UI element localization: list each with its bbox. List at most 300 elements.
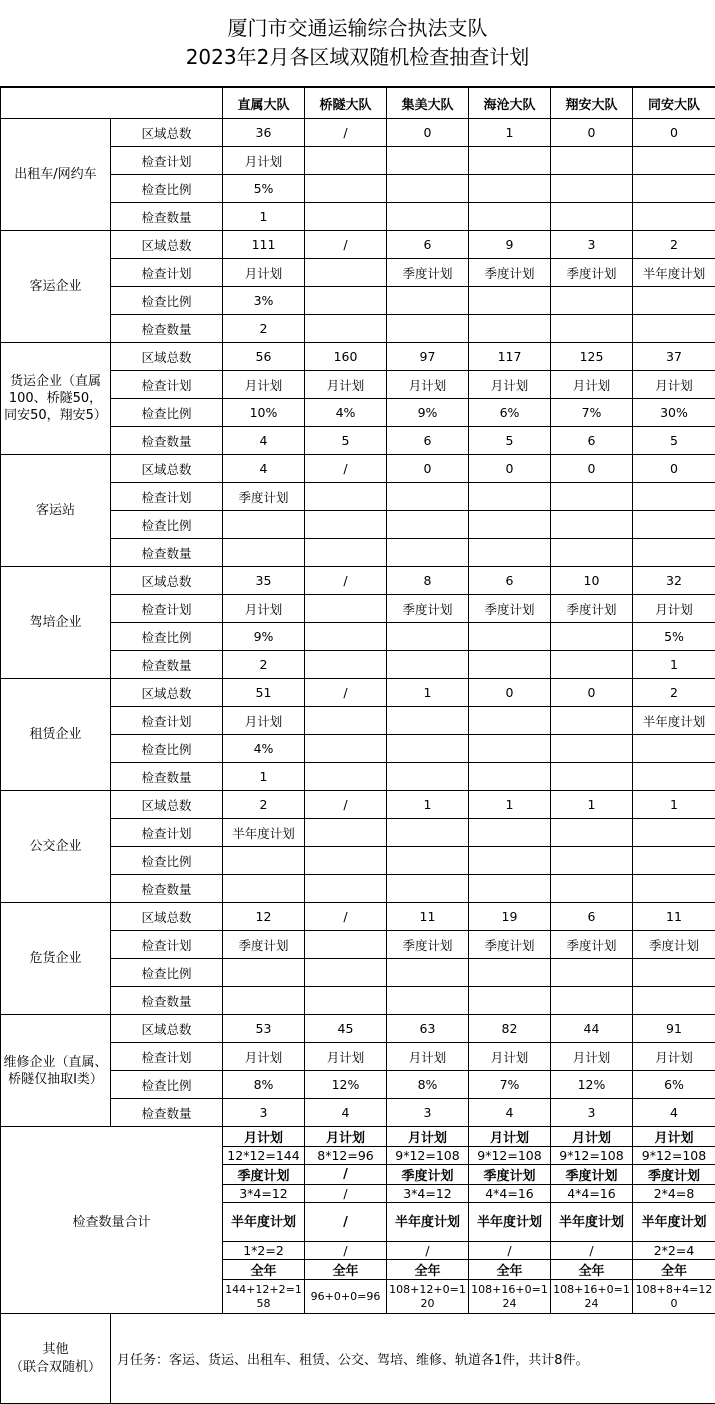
data-cell: 3: [551, 1099, 633, 1127]
data-cell: 6%: [633, 1071, 715, 1099]
data-cell: 1: [551, 791, 633, 819]
data-cell: /: [305, 119, 387, 147]
row-label: 检查比例: [111, 847, 223, 875]
data-cell: 1: [633, 651, 715, 679]
table-row: [1, 567, 715, 595]
totals-cell: 8*12=96: [305, 1147, 387, 1165]
data-cell: [305, 259, 387, 287]
table-row: [1, 231, 715, 259]
row-label: 区域总数: [111, 679, 223, 707]
data-cell: [633, 987, 715, 1015]
data-cell: 月计划: [223, 259, 305, 287]
data-cell: [469, 287, 551, 315]
totals-cell: 全年: [551, 1260, 633, 1280]
data-cell: [387, 511, 469, 539]
row-label: 检查计划: [111, 147, 223, 175]
category-label: 维修企业（直属、桥隧仅抽取I类）: [1, 1015, 111, 1127]
data-cell: [551, 147, 633, 175]
data-cell: 5: [469, 427, 551, 455]
data-cell: [469, 651, 551, 679]
column-header: 海沧大队: [469, 88, 551, 119]
table-row: [1, 903, 715, 931]
totals-cell: 1*2=2: [223, 1242, 305, 1260]
totals-cell: 季度计划: [469, 1165, 551, 1185]
data-cell: [551, 315, 633, 343]
data-cell: 91: [633, 1015, 715, 1043]
table-row: [1, 1015, 715, 1043]
data-cell: [551, 483, 633, 511]
data-cell: [305, 847, 387, 875]
data-cell: [387, 203, 469, 231]
row-label: 检查比例: [111, 175, 223, 203]
data-cell: [469, 707, 551, 735]
data-cell: 12: [223, 903, 305, 931]
data-cell: [633, 847, 715, 875]
totals-cell: 全年: [469, 1260, 551, 1280]
row-label: 检查数量: [111, 539, 223, 567]
data-cell: [469, 735, 551, 763]
data-cell: [633, 511, 715, 539]
data-cell: [469, 511, 551, 539]
totals-cell: 3*4=12: [223, 1185, 305, 1203]
data-cell: [551, 875, 633, 903]
data-cell: 32: [633, 567, 715, 595]
data-cell: 月计划: [469, 1043, 551, 1071]
data-cell: 0: [551, 679, 633, 707]
data-cell: 1: [633, 791, 715, 819]
data-cell: 8: [387, 567, 469, 595]
data-cell: 0: [551, 455, 633, 483]
data-cell: [551, 959, 633, 987]
data-cell: [223, 987, 305, 1015]
data-cell: [469, 623, 551, 651]
data-cell: 3: [223, 1099, 305, 1127]
data-cell: 9%: [387, 399, 469, 427]
data-cell: [305, 931, 387, 959]
data-cell: [633, 175, 715, 203]
data-cell: 5%: [633, 623, 715, 651]
data-cell: 季度计划: [551, 595, 633, 623]
data-cell: 月计划: [387, 371, 469, 399]
data-cell: [469, 763, 551, 791]
data-cell: 56: [223, 343, 305, 371]
data-cell: 19: [469, 903, 551, 931]
totals-cell: /: [551, 1242, 633, 1260]
data-cell: 5: [633, 427, 715, 455]
data-cell: 0: [633, 455, 715, 483]
data-cell: [633, 483, 715, 511]
data-cell: 6: [551, 903, 633, 931]
table-row: [1, 679, 715, 707]
totals-cell: 12*12=144: [223, 1147, 305, 1165]
other-label: [1, 1314, 111, 1404]
data-cell: [633, 819, 715, 847]
data-cell: /: [305, 455, 387, 483]
data-cell: [387, 987, 469, 1015]
data-cell: /: [305, 567, 387, 595]
totals-cell: 4*4=16: [551, 1185, 633, 1203]
data-cell: 11: [633, 903, 715, 931]
category-label: 出租车/网约车: [1, 119, 111, 231]
data-cell: 3: [387, 1099, 469, 1127]
data-cell: [305, 595, 387, 623]
row-label: 区域总数: [111, 791, 223, 819]
data-cell: 半年度计划: [223, 819, 305, 847]
data-cell: [551, 539, 633, 567]
data-cell: 10%: [223, 399, 305, 427]
row-label: 检查数量: [111, 875, 223, 903]
data-cell: 4: [223, 455, 305, 483]
data-cell: 36: [223, 119, 305, 147]
data-cell: [387, 147, 469, 175]
totals-cell: 月计划: [551, 1127, 633, 1147]
column-header: 集美大队: [387, 88, 469, 119]
data-cell: /: [305, 231, 387, 259]
data-cell: 4: [633, 1099, 715, 1127]
totals-cell: 全年: [223, 1260, 305, 1280]
row-label: 检查数量: [111, 1099, 223, 1127]
data-cell: [469, 315, 551, 343]
data-cell: 季度计划: [223, 483, 305, 511]
data-cell: [633, 147, 715, 175]
data-cell: [387, 539, 469, 567]
data-cell: 45: [305, 1015, 387, 1043]
totals-cell: 半年度计划: [633, 1203, 715, 1242]
data-cell: 月计划: [223, 1043, 305, 1071]
category-label: 客运站: [1, 455, 111, 567]
data-cell: [305, 175, 387, 203]
totals-cell: /: [305, 1203, 387, 1242]
other-label-line-1: 其他: [1, 1341, 110, 1359]
data-cell: 0: [551, 119, 633, 147]
other-task-text: 月任务：客运、货运、出租车、租赁、公交、驾培、维修、轨道各1件，共计8件。: [111, 1314, 715, 1404]
row-label: 检查数量: [111, 763, 223, 791]
data-cell: 53: [223, 1015, 305, 1043]
header-blank: [1, 88, 223, 119]
data-cell: 月计划: [633, 595, 715, 623]
data-cell: [223, 959, 305, 987]
data-cell: [469, 539, 551, 567]
totals-cell: 月计划: [469, 1127, 551, 1147]
row-label: 检查数量: [111, 315, 223, 343]
data-cell: 2: [633, 679, 715, 707]
row-label: 检查比例: [111, 287, 223, 315]
title-line-2: 2023年2月各区域双随机检查抽查计划: [186, 43, 530, 72]
column-header: 同安大队: [633, 88, 715, 119]
data-cell: [469, 175, 551, 203]
data-cell: 月计划: [633, 1043, 715, 1071]
data-cell: [305, 511, 387, 539]
data-cell: 月计划: [633, 371, 715, 399]
totals-label: 检查数量合计: [1, 1127, 223, 1314]
data-cell: [387, 819, 469, 847]
data-cell: [387, 315, 469, 343]
row-label: 区域总数: [111, 231, 223, 259]
data-cell: [551, 287, 633, 315]
data-cell: [305, 959, 387, 987]
data-cell: 1: [223, 203, 305, 231]
totals-cell: 半年度计划: [469, 1203, 551, 1242]
data-cell: 12%: [305, 1071, 387, 1099]
data-cell: 117: [469, 343, 551, 371]
row-label: 检查计划: [111, 931, 223, 959]
data-cell: 11: [387, 903, 469, 931]
data-cell: [551, 175, 633, 203]
data-cell: 63: [387, 1015, 469, 1043]
data-cell: [469, 203, 551, 231]
other-label-line-2: （联合双随机）: [1, 1359, 110, 1377]
data-cell: 1: [469, 119, 551, 147]
totals-cell: 月计划: [305, 1127, 387, 1147]
data-cell: 1: [387, 679, 469, 707]
data-cell: [551, 847, 633, 875]
column-header: 直属大队: [223, 88, 305, 119]
data-cell: [469, 847, 551, 875]
data-cell: 季度计划: [223, 931, 305, 959]
data-cell: [551, 819, 633, 847]
data-cell: 2: [223, 651, 305, 679]
row-label: 区域总数: [111, 119, 223, 147]
data-cell: 季度计划: [469, 259, 551, 287]
totals-cell: 月计划: [387, 1127, 469, 1147]
data-cell: 51: [223, 679, 305, 707]
data-cell: 4%: [305, 399, 387, 427]
data-cell: [305, 987, 387, 1015]
data-cell: [387, 287, 469, 315]
data-cell: [305, 147, 387, 175]
column-header: 翔安大队: [551, 88, 633, 119]
totals-cell: 全年: [387, 1260, 469, 1280]
data-cell: [387, 651, 469, 679]
data-cell: [551, 735, 633, 763]
totals-cell: 半年度计划: [551, 1203, 633, 1242]
data-cell: [305, 707, 387, 735]
row-label: 检查数量: [111, 203, 223, 231]
data-cell: 半年度计划: [633, 707, 715, 735]
totals-cell: 108+16+0=124: [469, 1280, 551, 1314]
totals-row: [1, 1127, 715, 1147]
data-cell: [469, 987, 551, 1015]
data-cell: 0: [633, 119, 715, 147]
data-cell: [223, 875, 305, 903]
data-cell: [469, 875, 551, 903]
totals-cell: /: [305, 1185, 387, 1203]
data-cell: [387, 847, 469, 875]
row-label: 检查计划: [111, 371, 223, 399]
totals-cell: /: [305, 1165, 387, 1185]
data-cell: [387, 875, 469, 903]
totals-cell: 3*4=12: [387, 1185, 469, 1203]
row-label: 区域总数: [111, 1015, 223, 1043]
data-cell: [551, 623, 633, 651]
row-label: 区域总数: [111, 343, 223, 371]
totals-cell: 96+0+0=96: [305, 1280, 387, 1314]
totals-cell: 半年度计划: [223, 1203, 305, 1242]
document-title: [0, 0, 715, 87]
totals-cell: 108+12+0=120: [387, 1280, 469, 1314]
row-label: 检查计划: [111, 819, 223, 847]
data-cell: [305, 651, 387, 679]
data-cell: 111: [223, 231, 305, 259]
data-cell: 6: [469, 567, 551, 595]
data-cell: 8%: [223, 1071, 305, 1099]
totals-cell: 季度计划: [633, 1165, 715, 1185]
data-cell: 4: [223, 427, 305, 455]
data-cell: /: [305, 903, 387, 931]
data-cell: 月计划: [551, 1043, 633, 1071]
data-cell: [223, 539, 305, 567]
data-cell: 5%: [223, 175, 305, 203]
data-cell: 4: [469, 1099, 551, 1127]
data-cell: [633, 875, 715, 903]
data-cell: 6: [387, 231, 469, 259]
totals-cell: /: [305, 1242, 387, 1260]
data-cell: 44: [551, 1015, 633, 1043]
data-cell: 6: [551, 427, 633, 455]
data-cell: 月计划: [387, 1043, 469, 1071]
data-cell: [387, 623, 469, 651]
data-cell: [305, 539, 387, 567]
data-cell: 2: [223, 315, 305, 343]
row-label: 检查数量: [111, 987, 223, 1015]
data-cell: 6: [387, 427, 469, 455]
data-cell: /: [305, 679, 387, 707]
data-cell: 0: [469, 679, 551, 707]
data-cell: 月计划: [223, 595, 305, 623]
data-cell: [387, 707, 469, 735]
data-cell: 3: [551, 231, 633, 259]
data-cell: 37: [633, 343, 715, 371]
data-cell: [469, 959, 551, 987]
data-cell: 7%: [469, 1071, 551, 1099]
category-label: 公交企业: [1, 791, 111, 903]
data-cell: 月计划: [305, 1043, 387, 1071]
row-label: 检查比例: [111, 959, 223, 987]
row-label: 检查比例: [111, 1071, 223, 1099]
data-cell: [551, 707, 633, 735]
row-label: 检查数量: [111, 651, 223, 679]
totals-cell: 108+8+4=120: [633, 1280, 715, 1314]
data-cell: 月计划: [223, 147, 305, 175]
data-cell: 7%: [551, 399, 633, 427]
table-row: [1, 791, 715, 819]
column-header: 桥隧大队: [305, 88, 387, 119]
data-cell: 82: [469, 1015, 551, 1043]
totals-cell: 9*12=108: [469, 1147, 551, 1165]
data-cell: 季度计划: [469, 595, 551, 623]
row-label: 检查比例: [111, 399, 223, 427]
row-label: 区域总数: [111, 455, 223, 483]
category-label: 租赁企业: [1, 679, 111, 791]
row-label: 区域总数: [111, 903, 223, 931]
data-cell: [387, 483, 469, 511]
data-cell: [551, 511, 633, 539]
data-cell: 3%: [223, 287, 305, 315]
totals-cell: 2*4=8: [633, 1185, 715, 1203]
data-cell: /: [305, 791, 387, 819]
table-row: [1, 343, 715, 371]
data-cell: [305, 315, 387, 343]
data-cell: 季度计划: [551, 931, 633, 959]
data-cell: 9: [469, 231, 551, 259]
data-cell: [469, 483, 551, 511]
totals-cell: 2*2=4: [633, 1242, 715, 1260]
totals-cell: 全年: [305, 1260, 387, 1280]
data-cell: [305, 483, 387, 511]
data-cell: [633, 763, 715, 791]
data-cell: [305, 623, 387, 651]
data-cell: [469, 147, 551, 175]
data-cell: 0: [387, 455, 469, 483]
totals-cell: 季度计划: [551, 1165, 633, 1185]
data-cell: 月计划: [223, 707, 305, 735]
data-cell: [387, 959, 469, 987]
table-row: [1, 119, 715, 147]
data-cell: 4: [305, 1099, 387, 1127]
data-cell: 月计划: [305, 371, 387, 399]
data-cell: 月计划: [551, 371, 633, 399]
data-cell: 月计划: [469, 371, 551, 399]
totals-cell: 9*12=108: [551, 1147, 633, 1165]
data-cell: [633, 735, 715, 763]
data-cell: 1: [223, 763, 305, 791]
title-line-1: 厦门市交通运输综合执法支队: [228, 14, 488, 43]
data-cell: [223, 847, 305, 875]
data-cell: [551, 651, 633, 679]
data-cell: [387, 735, 469, 763]
category-label: 危货企业: [1, 903, 111, 1015]
data-cell: 半年度计划: [633, 259, 715, 287]
data-cell: 月计划: [223, 371, 305, 399]
row-label: 检查计划: [111, 1043, 223, 1071]
data-cell: 97: [387, 343, 469, 371]
header-row: [1, 88, 715, 119]
data-cell: [305, 875, 387, 903]
table-row: [1, 455, 715, 483]
row-label: 检查计划: [111, 707, 223, 735]
totals-cell: 4*4=16: [469, 1185, 551, 1203]
totals-cell: 9*12=108: [387, 1147, 469, 1165]
data-cell: 1: [469, 791, 551, 819]
data-cell: [551, 763, 633, 791]
row-label: 检查计划: [111, 595, 223, 623]
totals-cell: 月计划: [633, 1127, 715, 1147]
data-cell: [551, 203, 633, 231]
data-cell: [305, 287, 387, 315]
data-cell: 5: [305, 427, 387, 455]
row-label: 检查计划: [111, 483, 223, 511]
totals-cell: /: [469, 1242, 551, 1260]
row-label: 检查数量: [111, 427, 223, 455]
totals-cell: /: [387, 1242, 469, 1260]
data-cell: [223, 511, 305, 539]
data-cell: [551, 987, 633, 1015]
data-cell: 12%: [551, 1071, 633, 1099]
category-label: 货运企业（直属100、桥隧50，同安50，翔安5）: [1, 343, 111, 455]
row-label: 检查比例: [111, 735, 223, 763]
data-cell: [633, 959, 715, 987]
data-cell: 35: [223, 567, 305, 595]
category-label: 客运企业: [1, 231, 111, 343]
row-label: 区域总数: [111, 567, 223, 595]
data-cell: [305, 819, 387, 847]
totals-cell: 全年: [633, 1260, 715, 1280]
data-cell: [633, 203, 715, 231]
data-cell: 2: [633, 231, 715, 259]
data-cell: 季度计划: [387, 595, 469, 623]
data-cell: 季度计划: [551, 259, 633, 287]
row-label: 检查计划: [111, 259, 223, 287]
